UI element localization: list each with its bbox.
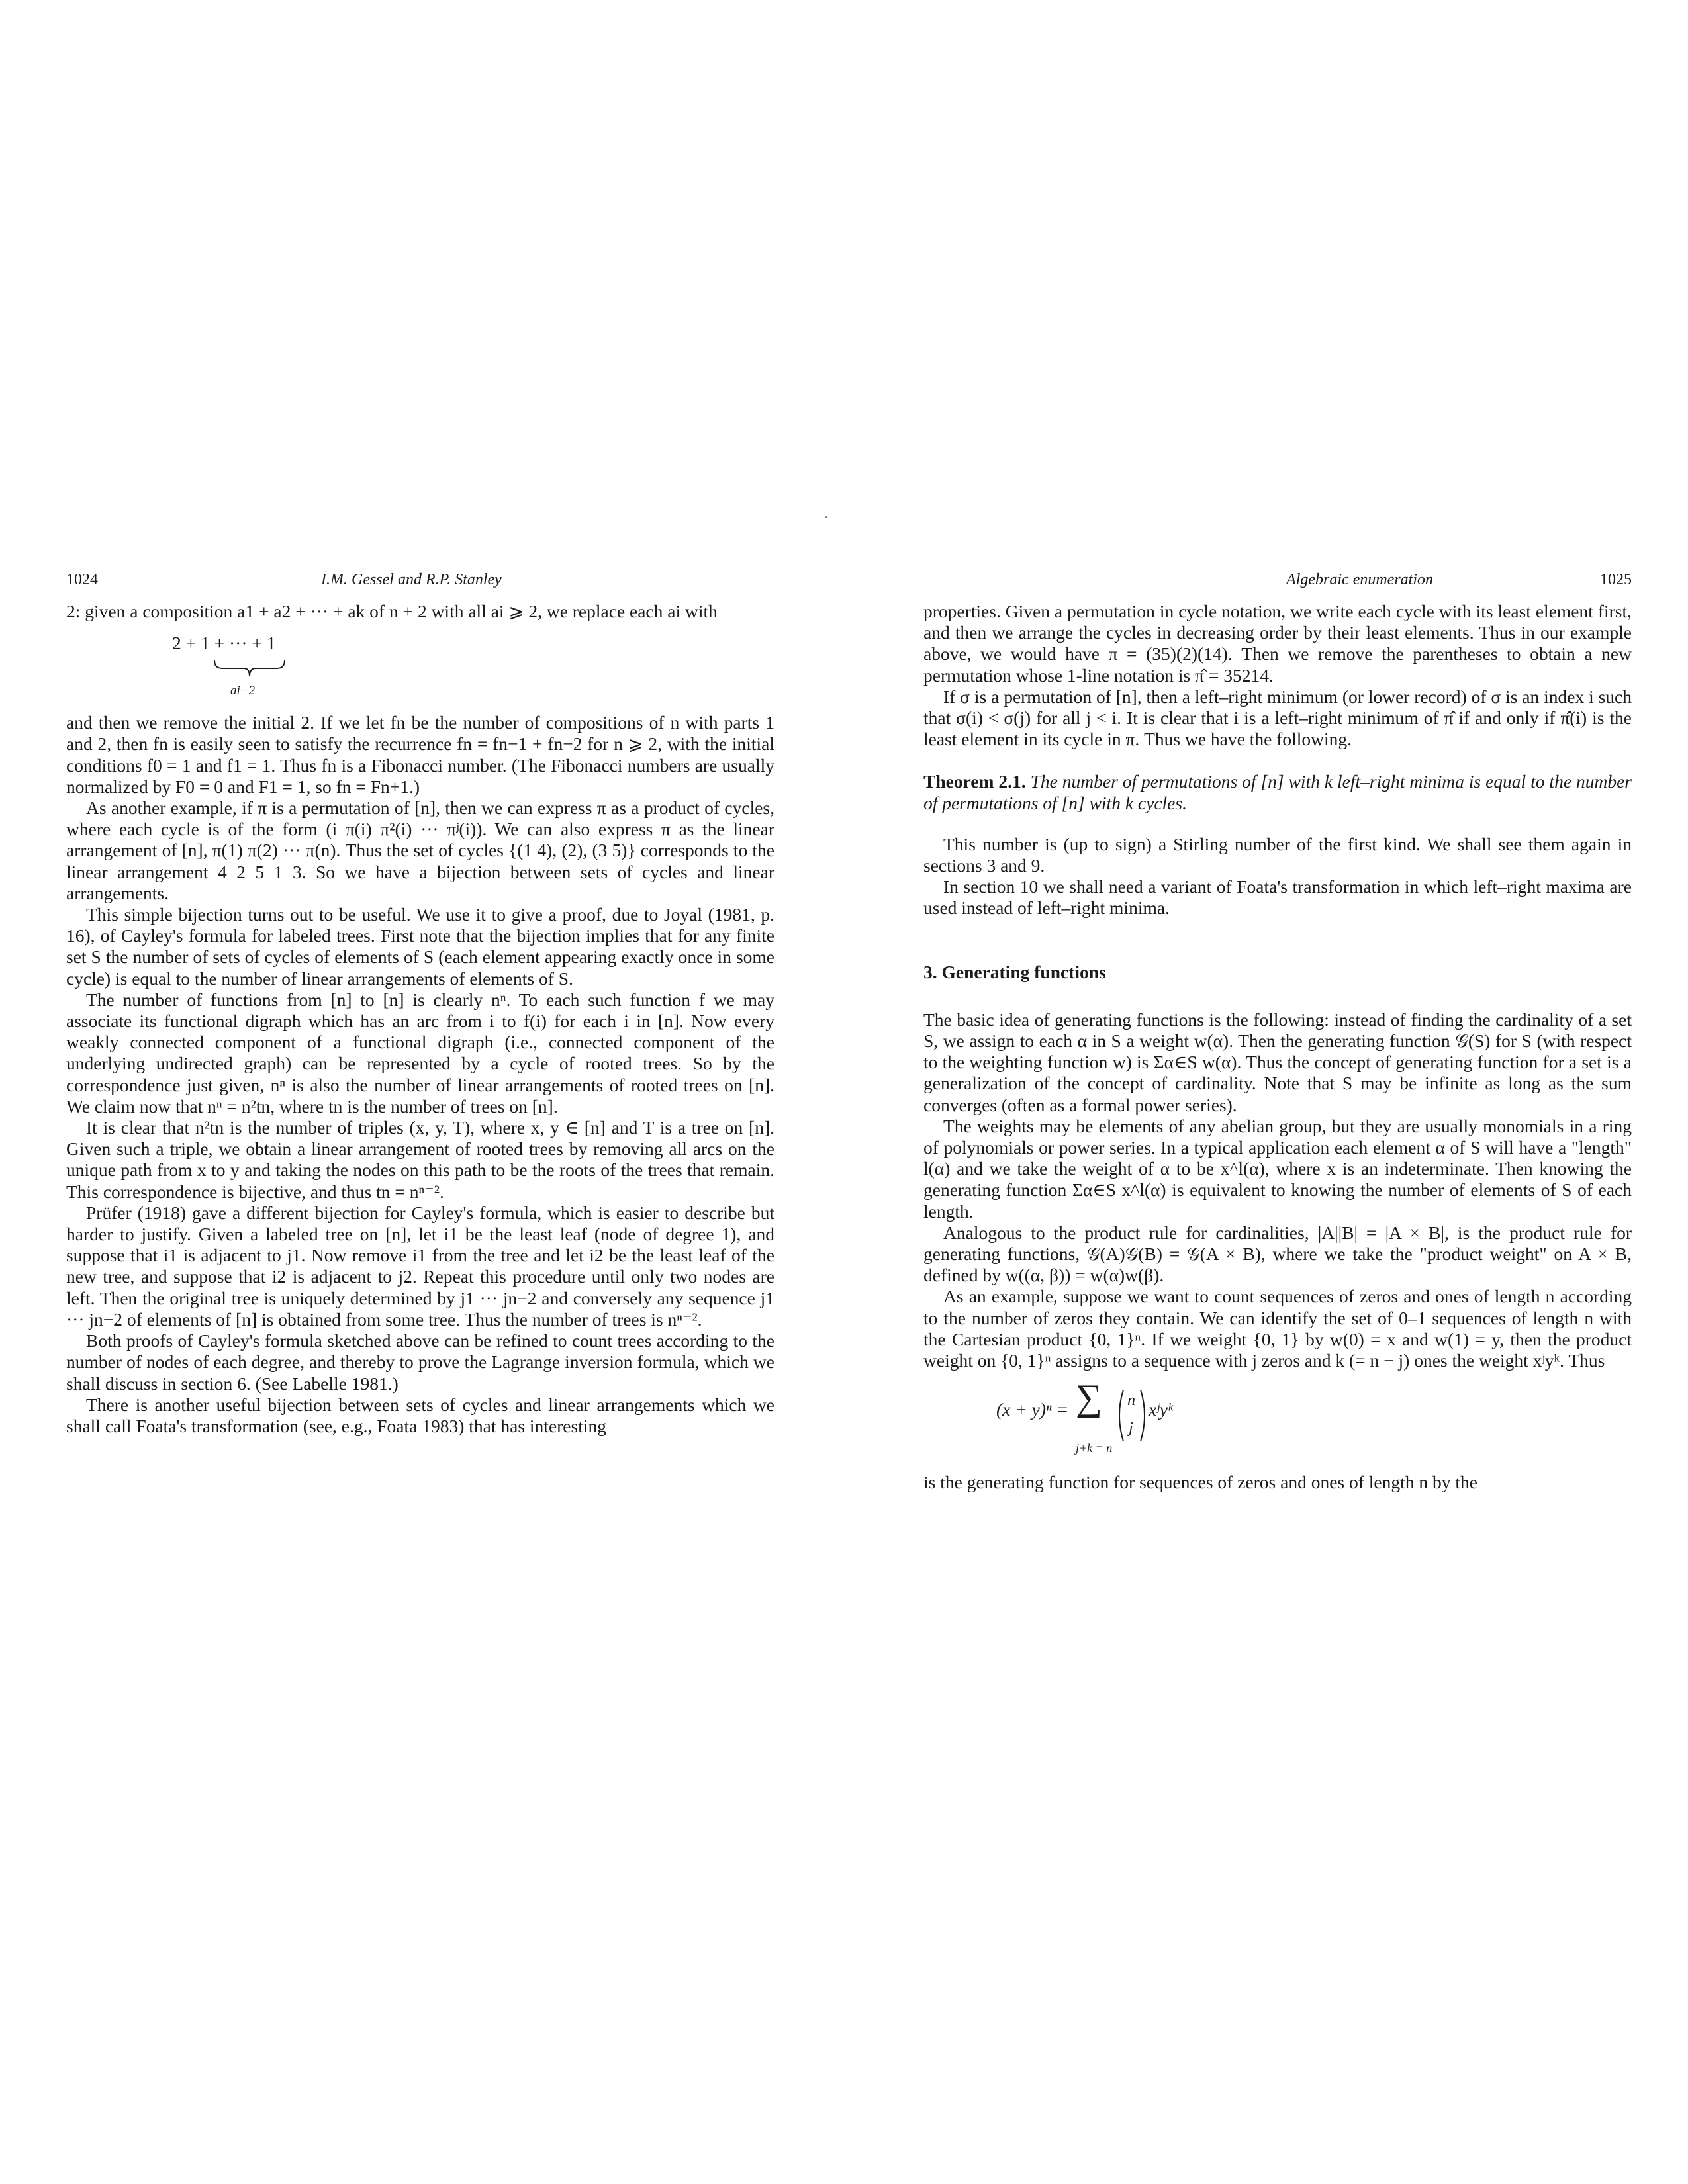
paragraph-lagrange: Both proofs of Cayley's formula sketched above can be refined to count trees according to the number of nodes of each degree, and thereby to prove the Lagrange inversion formula, which we shall discuss in section 6. (See Labelle 1981.)	[66, 1330, 774, 1394]
paragraph-stirling: This number is (up to sign) a Stirling number of the first kind. We shall see them again in sections 3 and 9.	[923, 833, 1632, 876]
paragraph-last: is the generating function for sequences of zeros and ones of length n by the	[923, 1472, 1477, 1493]
right-page	[923, 569, 1632, 1494]
paragraph-product-rule: Analogous to the product rule for cardinalities, |A||B| = |A × B|, is the product rule for generating functions, 𝒢(A)𝒢(B) = 𝒢(A × B), where we take the "product weight" on A × B, defined by w((α, β)) = w(α)w(β).	[923, 1222, 1632, 1286]
paragraph-weights: The weights may be elements of any abelian group, but they are usually monomials in a ring of polynomials or power series. In a typical application each element α of S will have a "length" l(α) and we take the weight of α to be x^l(α), where x is an indeterminate. Then knowing the generating function Σα∈S x^l(α) is equivalent to knowing the number of elements of S of each length.	[923, 1115, 1632, 1222]
paragraph-basic-idea: The basic idea of generating functions is the following: instead of finding the cardinality of a set S, we assign to each α in S a weight w(α). Then the generating function 𝒢(S) for S (with respect to the weighting function w) is Σα∈S w(α). Thus the concept of generating function for a set is a generalization of the concept of cardinality. Note that S may be infinite as long as the sum converges (often as a formal power series).	[923, 1009, 1632, 1115]
binomial-formula	[923, 1377, 1632, 1467]
formula-lhs: (x + y)ⁿ =	[996, 1399, 1069, 1420]
summation-symbol: ∑	[1076, 1377, 1102, 1419]
right-page-header	[923, 569, 1632, 601]
running-head: Algebraic enumeration	[1286, 571, 1433, 588]
section-title: 3. Generating functions	[923, 961, 1106, 982]
paragraph-left-right-minimum: If σ is a permutation of [n], then a left–right minimum (or lower record) of σ is an index i such that σ(i) < σ(j) for all j < i. It is clear that i is a left–right minimum of π̂ if and only if π̂(i) is the least element in its cycle in π. Thus we have the following.	[923, 686, 1632, 750]
paragraph-intro: 2: given a composition a1 + a2 + ··· + ak of n + 2 with all ai ⩾ 2, we replace each ai with	[66, 601, 718, 621]
paragraph-functions: The number of functions from [n] to [n] is clearly nⁿ. To each such function f we may associate its functional digraph which has an arc from i to f(i) for each i in [n]. Now every weakly connected component of a functional digraph (i.e., connected component of the underlying undirected graph) can be represented by a cycle of rooted trees. So by the correspondence just given, nⁿ is also the number of linear arrangements of rooted trees on [n]. We claim now that nⁿ = n²tn, where tn is the number of trees on [n].	[66, 989, 774, 1116]
display-expression: 2 + 1 + ··· + 1	[172, 633, 276, 654]
display-equation	[66, 627, 774, 707]
paragraph-permutation: As another example, if π is a permutation of [n], then we can express π as a product of cycles, where each cycle is of the form (i π(i) π²(i) ··· πʲ(i)). We can also express π as the linear arrangement of [n], π(1) π(2) ··· π(n). Thus the set of cycles {(1 4), (2), (3 5)} corresponds to the linear arrangement 4 2 5 1 3. So we have a bijection between sets of cycles and linear arrangements.	[66, 797, 774, 903]
summation-subscript: j+k = n	[1076, 1441, 1113, 1455]
theorem-body: The number of permutations of [n] with k left–right minima is equal to the number of permutations of [n] with k cycles.	[923, 771, 1632, 813]
page-number: 1024	[66, 571, 98, 588]
paragraph-triples: It is clear that n²tn is the number of triples (x, y, T), where x, y ∈ [n] and T is a tree on [n]. Given such a triple, we obtain a linear arrangement of rooted trees by removing all arcs on the unique path from x to y and taking the nodes on this path to be the roots of the trees that remain. This correspondence is bijective, and thus tn = nⁿ⁻².	[66, 1117, 774, 1202]
paragraph-section-10: In section 10 we shall need a variant of Foata's transformation in which left–right maxima are used instead of left–right minima.	[923, 876, 1632, 919]
paragraph-properties: properties. Given a permutation in cycle notation, we write each cycle with its least element first, and then we arrange the cycles in decreasing order by their least elements. Thus in our example above, we would have π = (35)(2)(14). Then we remove the parentheses to obtain a new permutation whose 1-line notation is π̂ = 35214.	[923, 601, 1632, 686]
paragraph-prufer: Prüfer (1918) gave a different bijection for Cayley's formula, which is easier to describe but harder to justify. Given a labeled tree on [n], let i1 be the least leaf (node of degree 1), and suppose that i1 is adjacent to j1. Now remove i1 from the tree and let i2 be the least leaf of the new tree, and suppose that i2 is adjacent to j2. Repeat this procedure until only two nodes are left. Then the original tree is uniquely determined by j1 ··· jn−2 and conversely any sequence j1 ··· jn−2 of elements of [n] is obtained from some tree. Thus the number of trees is nⁿ⁻².	[66, 1202, 774, 1330]
left-page-header	[66, 569, 774, 601]
page-number: 1025	[1600, 571, 1632, 588]
binomial-top: n	[1127, 1392, 1135, 1410]
paragraph-fibonacci: and then we remove the initial 2. If we let fn be the number of compositions of n with parts 1 and 2, then fn is easily seen to satisfy the recurrence fn = fn−1 + fn−2 for n ⩾ 2, with the initial conditions f0 = 1 and f1 = 1. Thus fn is a Fibonacci number. (The Fibonacci numbers are usually normalized by F0 = 0 and F1 = 1, so fn = Fn+1.)	[66, 712, 774, 797]
theorem-2-1	[923, 771, 1632, 813]
running-head: I.M. Gessel and R.P. Stanley	[321, 571, 502, 588]
scan-speck	[825, 516, 827, 518]
underbrace	[213, 659, 286, 679]
paragraph-joyal: This simple bijection turns out to be useful. We use it to give a proof, due to Joyal (1981, p. 16), of Cayley's formula for labeled trees. First note that the bijection implies that for any finite set S the number of sets of cycles of elements of S (each element appearing exactly once in some cycle) is equal to the number of linear arrangements of elements of S.	[66, 904, 774, 989]
binomial-bottom: j	[1129, 1420, 1133, 1437]
underbrace-label: ai−2	[230, 684, 256, 698]
theorem-label: Theorem 2.1.	[923, 771, 1026, 792]
formula-rhs: xʲyᵏ	[1149, 1399, 1173, 1420]
left-page	[66, 569, 774, 1437]
paragraph-foata: There is another useful bijection between sets of cycles and linear arrangements which we shall call Foata's transformation (see, e.g., Foata 1983) that has interesting	[66, 1394, 774, 1436]
paragraph-example: As an example, suppose we want to count sequences of zeros and ones of length n according to the number of zeros they contain. We can identify the set of 0–1 sequences of length n with the Cartesian product {0, 1}ⁿ. If we weight {0, 1} by w(0) = x and w(1) = y, then the product weight on {0, 1}ⁿ assigns to a sequence with j zeros and k (= n − j) ones the weight xʲyᵏ. Thus	[923, 1286, 1632, 1371]
